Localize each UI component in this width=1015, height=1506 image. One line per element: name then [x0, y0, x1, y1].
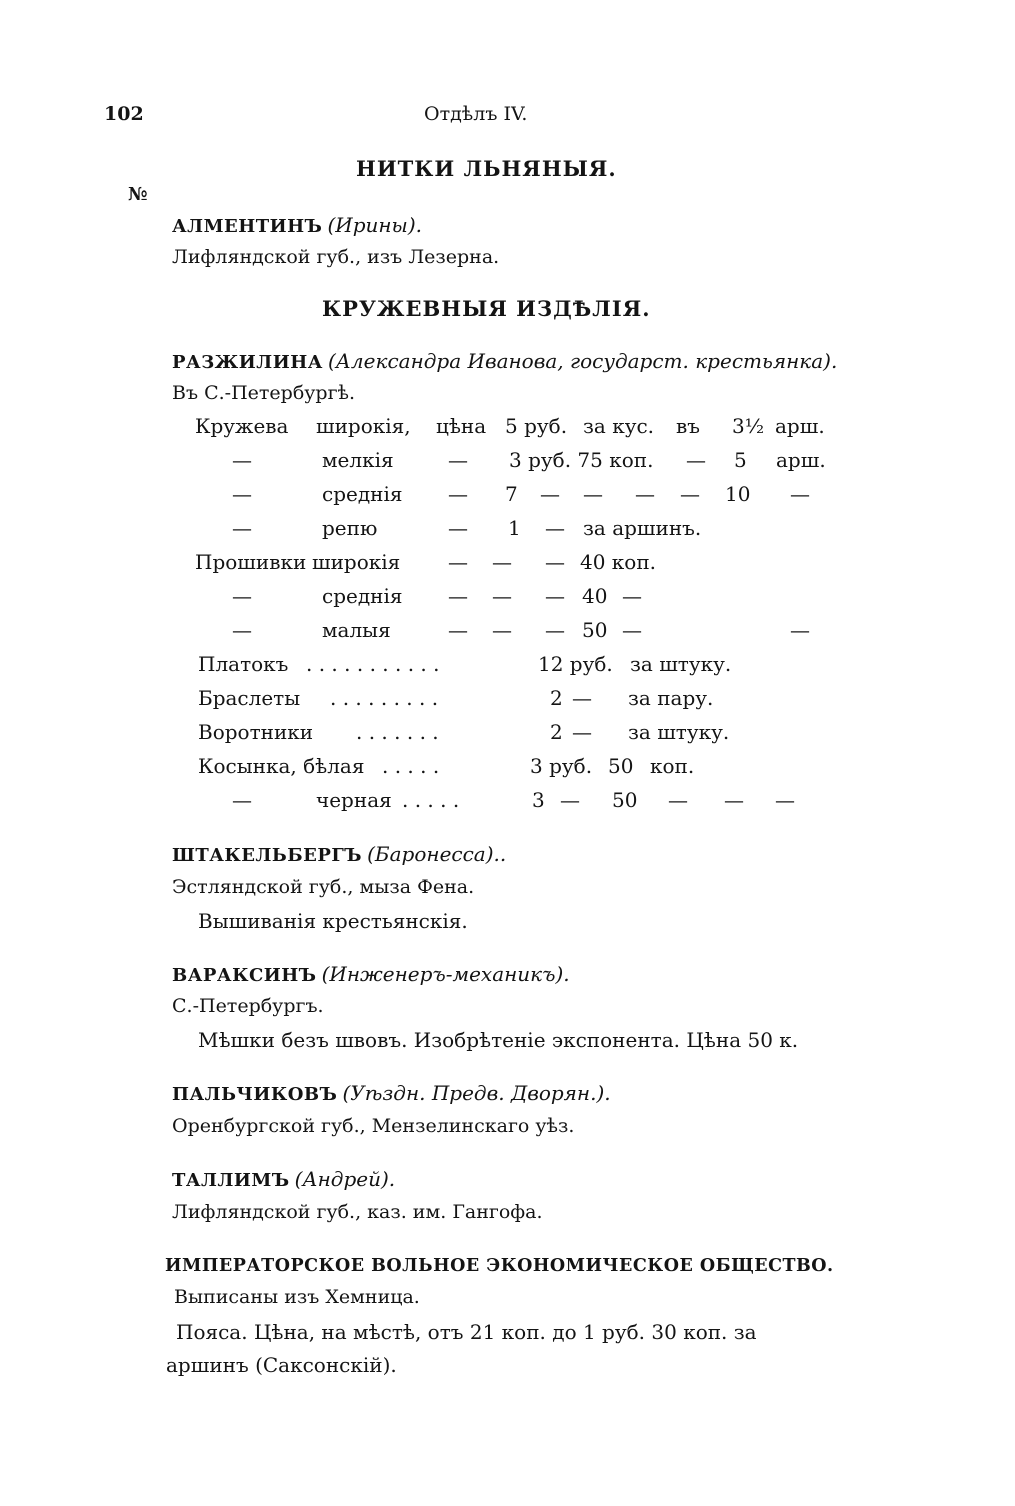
- price-cell: —: [775, 788, 795, 812]
- price-cell: —: [790, 482, 810, 506]
- price-cell: —: [232, 788, 252, 812]
- price-cell: . . . . .: [382, 754, 440, 778]
- price-cell: 3 руб. 75 коп.: [509, 448, 654, 472]
- entry-place: Эстляндской губ., мыза Фена.: [172, 876, 475, 898]
- price-cell: 2: [550, 720, 563, 744]
- price-cell: —: [545, 516, 565, 540]
- price-cell: —: [448, 448, 468, 472]
- price-cell: 10: [725, 482, 751, 506]
- price-cell: широкія,: [316, 414, 411, 438]
- price-cell: среднія: [322, 584, 403, 608]
- price-cell: Воротники: [198, 720, 314, 744]
- price-cell: 12 руб.: [538, 652, 613, 676]
- price-cell: 50: [612, 788, 638, 812]
- price-cell: въ: [676, 414, 700, 438]
- price-cell: репю: [322, 516, 378, 540]
- entry-place: Выписаны изъ Хемница.: [174, 1286, 420, 1308]
- price-cell: —: [680, 482, 700, 506]
- price-cell: 5 руб.: [505, 414, 568, 438]
- entry-place: Въ С.-Петербургѣ.: [172, 382, 356, 404]
- price-cell: 1: [508, 516, 521, 540]
- price-cell: 40 коп.: [580, 550, 657, 574]
- entry-society-name: ИМПЕРАТОРСКОЕ ВОЛЬНОЕ ЭКОНОМИЧЕСКОЕ ОБЩЕСТВО.: [165, 1256, 834, 1276]
- price-cell: —: [492, 618, 512, 642]
- price-cell: —: [545, 618, 565, 642]
- price-cell: —: [622, 618, 642, 642]
- price-cell: —: [560, 788, 580, 812]
- price-cell: —: [232, 516, 252, 540]
- price-cell: арш.: [776, 448, 826, 472]
- price-cell: —: [492, 584, 512, 608]
- section-title-linen-threads: НИТКИ ЛЬНЯНЫЯ.: [356, 156, 617, 181]
- exhibitor-name: ПАЛЬЧИКОВЪ: [172, 1084, 338, 1105]
- exhibitor-name: ТАЛЛИМЪ: [172, 1170, 290, 1191]
- price-cell: —: [583, 482, 603, 506]
- price-cell: . . . . .: [402, 788, 460, 812]
- page-number: 102: [104, 103, 144, 125]
- price-cell: среднія: [322, 482, 403, 506]
- entry-description: Мѣшки безъ швовъ. Изобрѣтеніе экспонента. Цѣна 50 к.: [198, 1028, 799, 1052]
- price-cell: за аршинъ.: [583, 516, 702, 540]
- price-cell: —: [686, 448, 706, 472]
- price-cell: —: [540, 482, 560, 506]
- price-cell: 3½: [732, 414, 765, 438]
- exhibitor-note: (Ирины).: [327, 213, 423, 237]
- entry-tallim: [172, 1167, 395, 1191]
- price-cell: —: [545, 584, 565, 608]
- number-sign: №: [128, 184, 148, 205]
- exhibitor-name: ШТАКЕЛЬБЕРГЪ: [172, 845, 363, 866]
- entry-place: С.-Петербургъ.: [172, 995, 324, 1017]
- price-cell: —: [492, 550, 512, 574]
- price-cell: 40: [582, 584, 608, 608]
- price-cell: Браслеты: [198, 686, 301, 710]
- section-title-lace-goods: КРУЖЕВНЫЯ ИЗДѢЛІЯ.: [322, 296, 651, 321]
- price-cell: за штуку.: [628, 720, 730, 744]
- entry-palchikov: [172, 1081, 611, 1105]
- price-cell: за пару.: [628, 686, 714, 710]
- price-cell: малыя: [322, 618, 391, 642]
- price-cell: —: [232, 618, 252, 642]
- price-cell: 7: [505, 482, 518, 506]
- exhibitor-note: (Инженеръ-механикъ).: [321, 962, 570, 986]
- entry-description-cont: аршинъ (Саксонскій).: [166, 1353, 397, 1377]
- price-cell: —: [232, 448, 252, 472]
- price-cell: за штуку.: [630, 652, 732, 676]
- price-cell: 3: [532, 788, 545, 812]
- price-cell: арш.: [775, 414, 825, 438]
- price-cell: 2: [550, 686, 563, 710]
- exhibitor-name: РАЗЖИЛИНА: [172, 352, 323, 373]
- price-cell: широкія: [312, 550, 401, 574]
- price-cell: . . . . . . . . . . .: [306, 652, 440, 676]
- price-cell: —: [572, 686, 592, 710]
- entry-place: Оренбургской губ., Мензелинскаго уѣз.: [172, 1115, 575, 1137]
- price-cell: . . . . . . . . .: [330, 686, 439, 710]
- price-cell: —: [448, 584, 468, 608]
- exhibitor-name: АЛМЕНТИНЪ: [172, 216, 323, 237]
- price-cell: —: [622, 584, 642, 608]
- price-cell: —: [635, 482, 655, 506]
- price-cell: 5: [734, 448, 747, 472]
- entry-varaksin: [172, 962, 570, 986]
- price-cell: 50: [582, 618, 608, 642]
- price-cell: 3 руб.: [530, 754, 593, 778]
- price-cell: мелкія: [322, 448, 394, 472]
- price-cell: —: [448, 618, 468, 642]
- exhibitor-note: (Андрей).: [294, 1167, 396, 1191]
- entry-razzhilina: [172, 349, 837, 373]
- entry-place: Лифляндской губ., каз. им. Гангофа.: [172, 1201, 543, 1223]
- price-cell: —: [448, 550, 468, 574]
- price-cell: —: [448, 516, 468, 540]
- running-title: Отдѣлъ IV.: [424, 103, 528, 125]
- exhibitor-note: (Баронесса)..: [367, 842, 507, 866]
- price-cell: —: [232, 584, 252, 608]
- exhibitor-note: (Александра Иванова, государст. крестьянка).: [327, 349, 838, 373]
- price-cell: Кружева: [195, 414, 289, 438]
- price-cell: —: [572, 720, 592, 744]
- price-cell: коп.: [650, 754, 695, 778]
- entry-almentin: [172, 213, 422, 237]
- exhibitor-note: (Уѣздн. Предв. Дворян.).: [342, 1081, 611, 1105]
- price-cell: 50: [608, 754, 634, 778]
- price-cell: черная: [316, 788, 392, 812]
- entry-description: Пояса. Цѣна, на мѣстѣ, отъ 21 коп. до 1 руб. 30 коп. за: [176, 1320, 757, 1344]
- exhibitor-name: ВАРАКСИНЪ: [172, 965, 317, 986]
- price-cell: . . . . . . .: [356, 720, 439, 744]
- price-cell: Платокъ: [198, 652, 289, 676]
- price-cell: —: [790, 618, 810, 642]
- price-cell: —: [724, 788, 744, 812]
- price-cell: —: [545, 550, 565, 574]
- entry-shtakelberg: [172, 842, 506, 866]
- entry-place: Лифляндской губ., изъ Лезерна.: [172, 246, 500, 268]
- price-cell: —: [668, 788, 688, 812]
- entry-description: Вышиванія крестьянскія.: [198, 909, 468, 933]
- price-cell: цѣна: [436, 414, 487, 438]
- price-cell: за кус.: [583, 414, 655, 438]
- price-cell: Косынка, бѣлая: [198, 754, 365, 778]
- price-cell: —: [232, 482, 252, 506]
- price-cell: —: [448, 482, 468, 506]
- price-cell: Прошивки: [195, 550, 307, 574]
